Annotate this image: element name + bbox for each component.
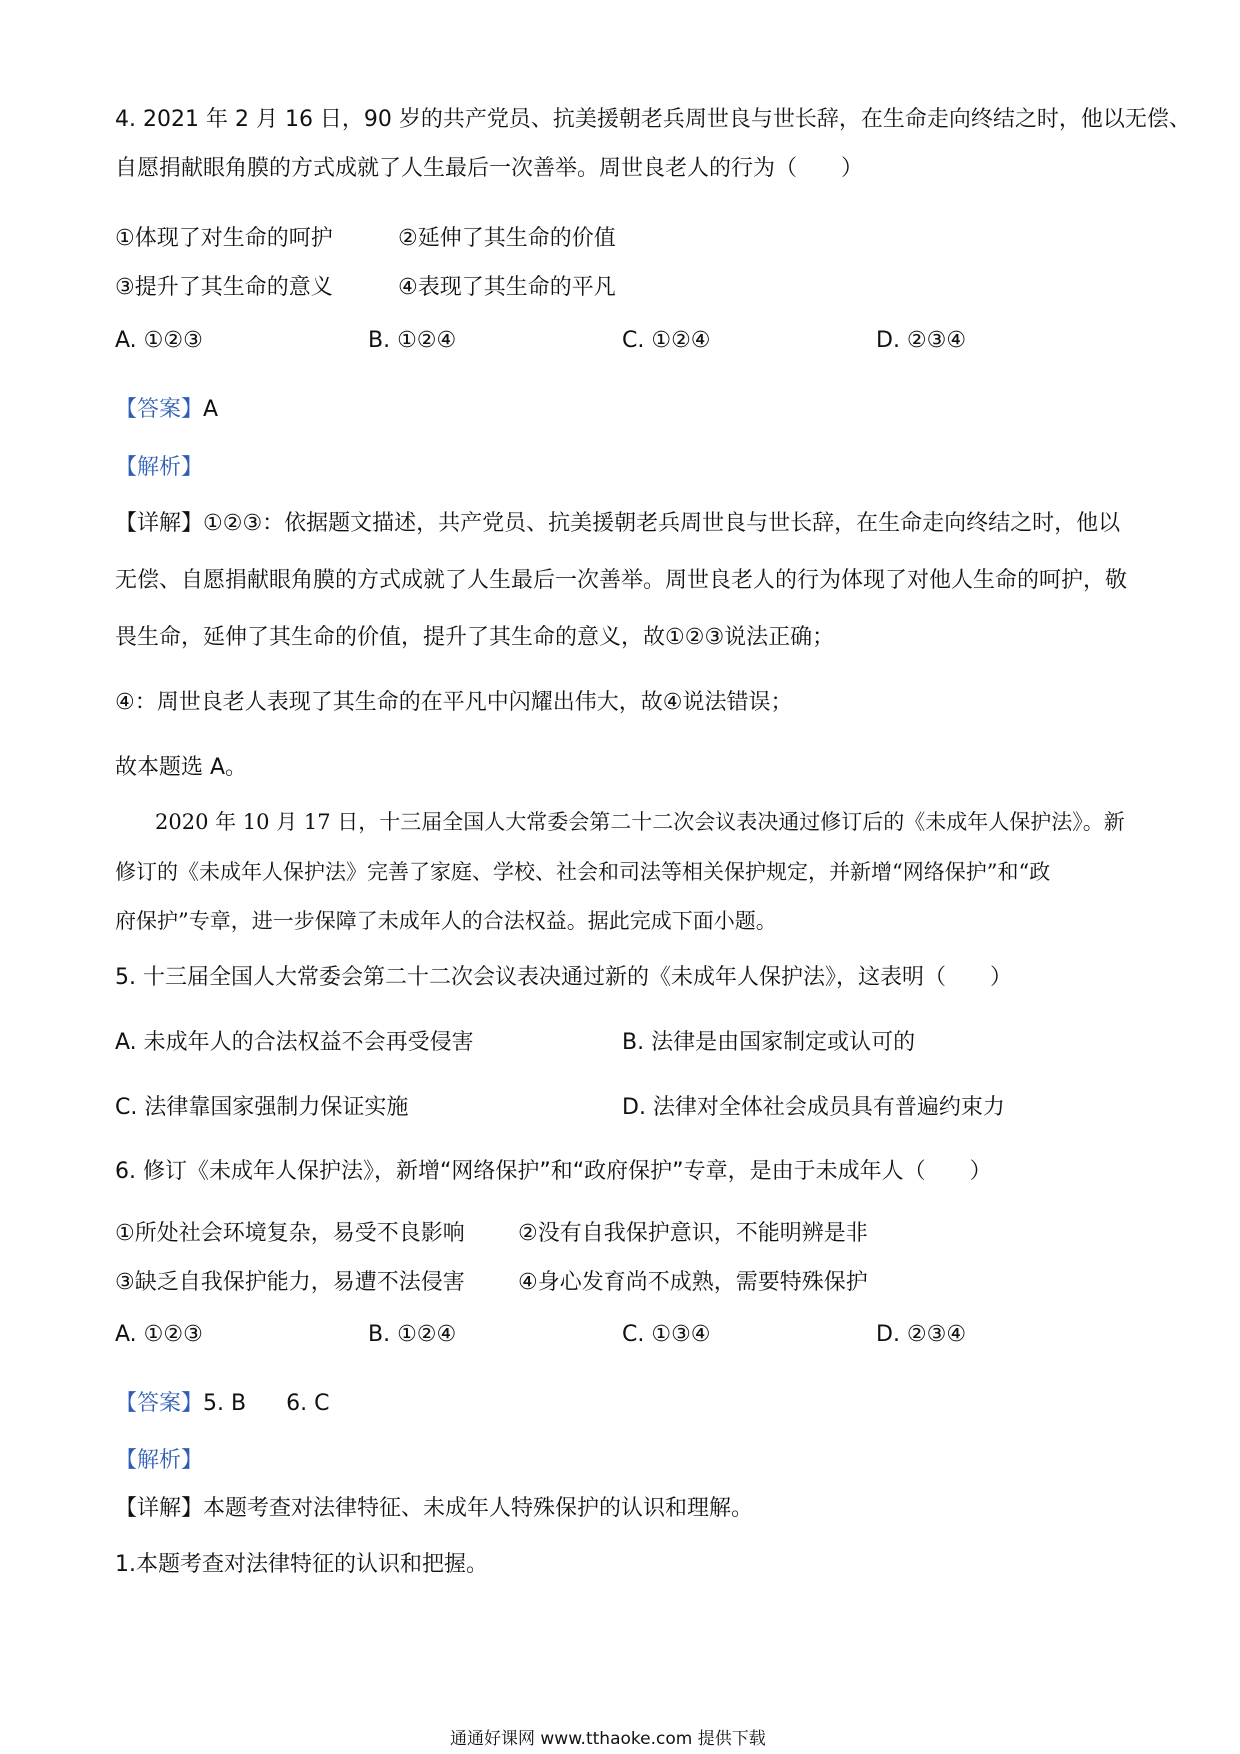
q4-analysis-label: 【解析】 <box>115 455 204 480</box>
material-line2: 修订的《未成年人保护法》完善了家庭、学校、社会和司法等相关保护规定，并新增“网络保护”和“政 <box>115 860 1051 884</box>
detail-text: 本题考查对法律特征、未成年人特殊保护的认识和理解。 <box>203 1496 754 1521</box>
q5-stem: 5. 十三届全国人大常委会第二十二次会议表决通过新的《未成年人保护法》，这表明（ ） <box>115 965 1012 990</box>
q5-option-a: A. 未成年人的合法权益不会再受侵害 <box>115 1030 474 1055</box>
q4-answer <box>115 392 218 423</box>
q6-statement-4: ④身心发育尚不成熟，需要特殊保护 <box>518 1270 868 1295</box>
q5-option-c: C. 法律靠国家强制力保证实施 <box>115 1095 409 1120</box>
q4-detail-line1 <box>115 506 1120 537</box>
q4-stem-line1: 4. 2021 年 2 月 16 日，90 岁的共产党员、抗美援朝老兵周世良与世长辞，在生命走向终结之时，他以无偿、 <box>115 107 1191 132</box>
q56-analysis-label: 【解析】 <box>115 1448 204 1473</box>
q56-detail-line <box>115 1491 753 1522</box>
detail-text: ①②③：依据题文描述，共产党员、抗美援朝老兵周世良与世长辞，在生命走向终结之时，他以 <box>203 511 1121 536</box>
q6-statement-2: ②没有自我保护意识，不能明辨是非 <box>518 1221 868 1246</box>
q4-statement-1: ①体现了对生命的呵护 <box>115 226 333 251</box>
answer-value: A <box>203 397 219 422</box>
material-line1: 2020 年 10 月 17 日，十三届全国人大常委会第二十二次会议表决通过修订后的《未成年人保护法》。新 <box>155 810 1125 834</box>
q4-option-a: A. ①②③ <box>115 328 203 353</box>
q6-option-d: D. ②③④ <box>876 1322 967 1347</box>
detail-label: 【详解】 <box>115 1496 204 1521</box>
q4-detail-line3: 畏生命，延伸了其生命的价值，提升了其生命的意义，故①②③说法正确； <box>115 625 835 650</box>
q56-answer <box>115 1386 329 1417</box>
q6-option-c: C. ①③④ <box>622 1322 711 1347</box>
q4-statement-4: ④表现了其生命的平凡 <box>398 275 616 300</box>
detail-label: 【详解】 <box>115 511 204 536</box>
q4-stem-line2: 自愿捐献眼角膜的方式成就了人生最后一次善举。周世良老人的行为（ ） <box>115 156 864 181</box>
answer-6: 6. C <box>286 1391 330 1416</box>
q4-detail-line4: ④：周世良老人表现了其生命的在平凡中闪耀出伟大，故④说法错误； <box>115 690 793 715</box>
answer-label: 【答案】 <box>115 397 204 422</box>
page-footer: 通通好课网 www.tthaoke.com 提供下载 <box>450 1729 766 1749</box>
q5-option-b: B. 法律是由国家制定或认可的 <box>622 1030 916 1055</box>
material-line3: 府保护”专章，进一步保障了未成年人的合法权益。据此完成下面小题。 <box>115 909 777 933</box>
q56-point-1: 1.本题考查对法律特征的认识和把握。 <box>115 1552 488 1577</box>
q6-option-a: A. ①②③ <box>115 1322 203 1347</box>
q4-option-d: D. ②③④ <box>876 328 967 353</box>
q6-statement-3: ③缺乏自我保护能力，易遭不法侵害 <box>115 1270 465 1295</box>
q4-detail-line5: 故本题选 A。 <box>115 755 248 780</box>
q4-option-b: B. ①②④ <box>368 328 457 353</box>
q4-statement-3: ③提升了其生命的意义 <box>115 275 333 300</box>
q6-stem: 6. 修订《未成年人保护法》，新增“网络保护”和“政府保护”专章，是由于未成年人（ ） <box>115 1159 992 1184</box>
q4-statement-2: ②延伸了其生命的价值 <box>398 226 616 251</box>
answer-5: 5. B <box>203 1391 247 1416</box>
answer-label: 【答案】 <box>115 1391 204 1416</box>
q4-detail-line2: 无偿、自愿捐献眼角膜的方式成就了人生最后一次善举。周世良老人的行为体现了对他人生命的呵护，敬 <box>115 568 1128 593</box>
q6-option-b: B. ①②④ <box>368 1322 457 1347</box>
q6-statement-1: ①所处社会环境复杂，易受不良影响 <box>115 1221 465 1246</box>
q4-option-c: C. ①②④ <box>622 328 711 353</box>
q5-option-d: D. 法律对全体社会成员具有普遍约束力 <box>622 1095 1005 1120</box>
